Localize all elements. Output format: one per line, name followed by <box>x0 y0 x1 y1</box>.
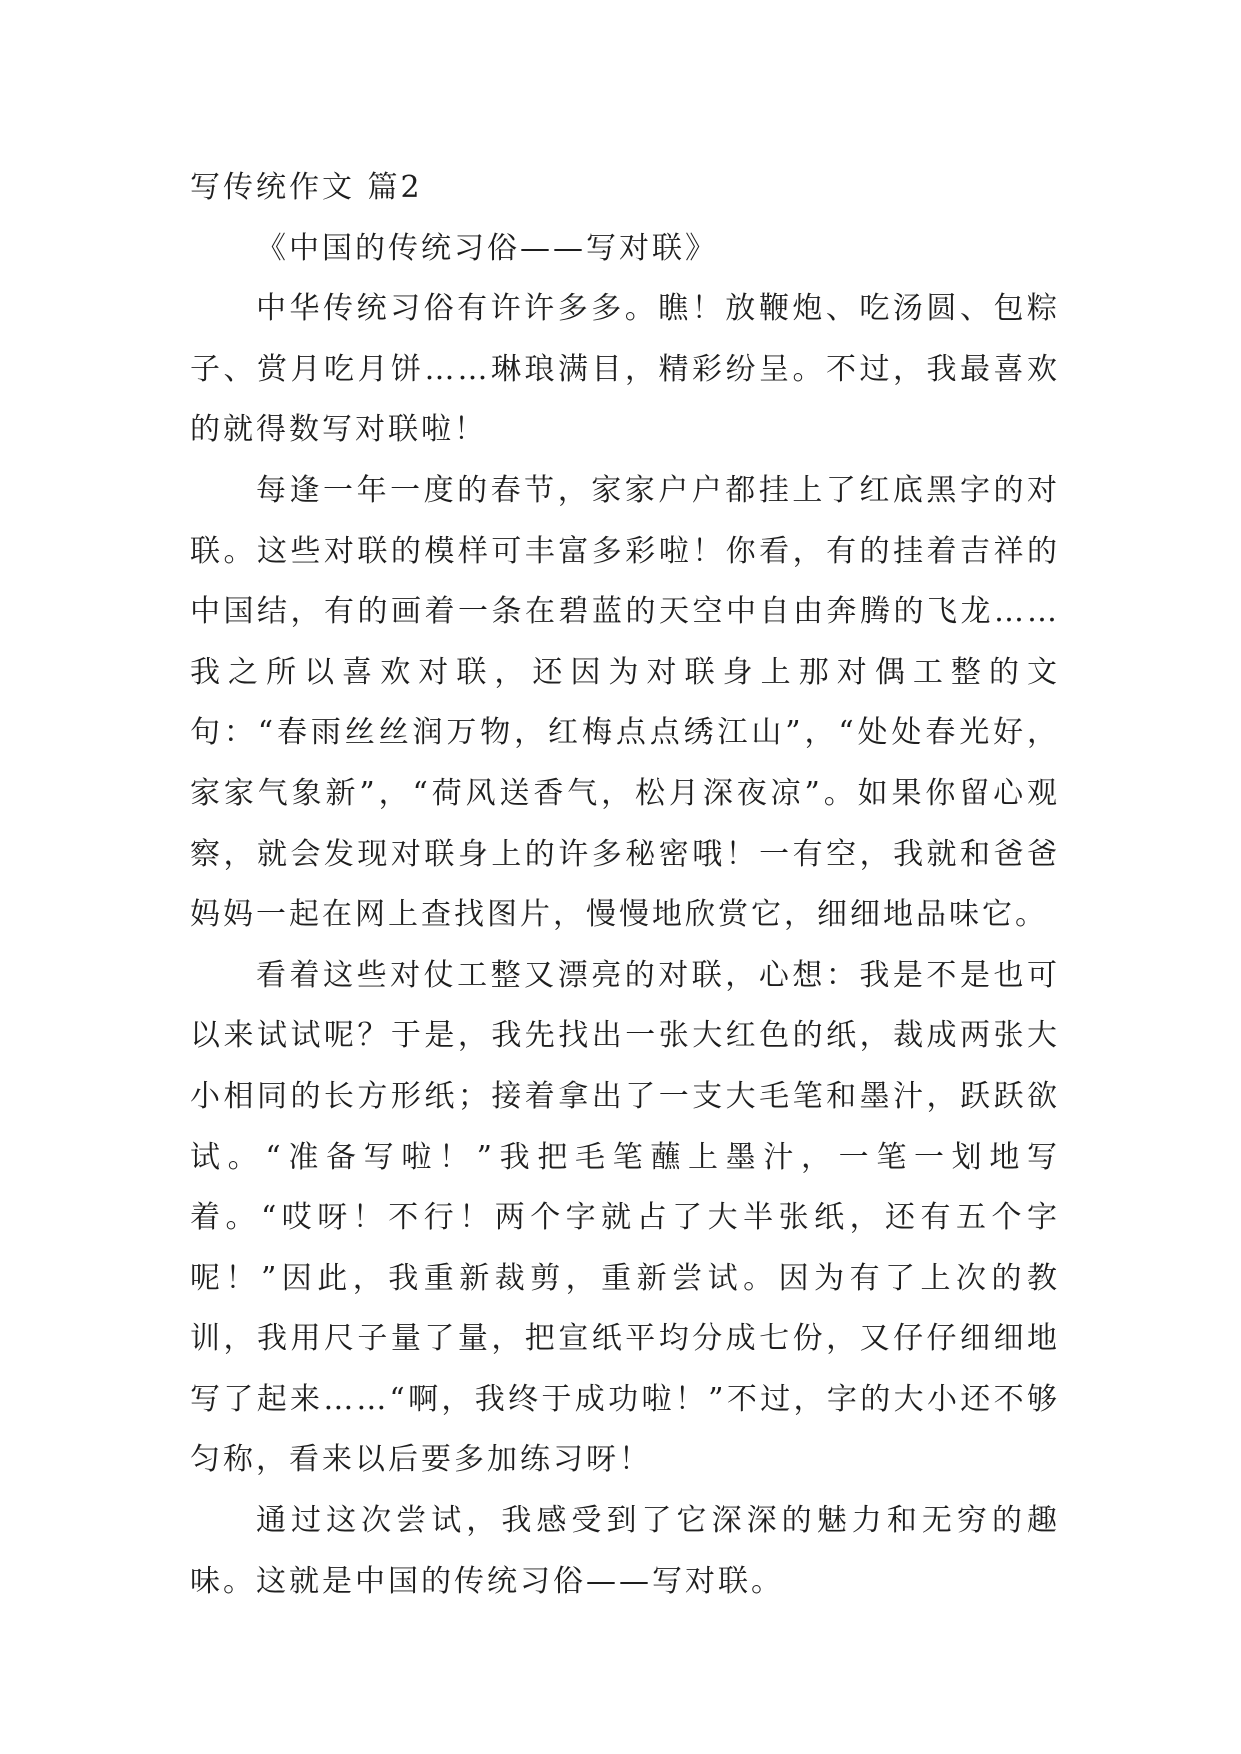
essay-body <box>190 158 1060 1612</box>
paragraph-2: 每逢一年一度的春节，家家户户都挂上了红底黑字的对联。这些对联的模样可丰富多彩啦！你看，有的挂着吉祥的中国结，有的画着一条在碧蓝的天空中自由奔腾的飞龙……我之所以喜欢对联，还因为对联身上那对偶工整的文句：“春雨丝丝润万物，红梅点点绣江山”，“处处春光好，家家气象新”，“荷风送香气，松月深夜凉”。如果你留心观察，就会发现对联身上的许多秘密哦！一有空，我就和爸爸妈妈一起在网上查找图片，慢慢地欣赏它，细细地品味它。 <box>190 472 1060 933</box>
essay-title: 《中国的传统习俗——写对联》 <box>256 230 718 266</box>
section-heading: 写传统作文 篇2 <box>190 170 423 205</box>
paragraph-1: 中华传统习俗有许许多多。瞧！放鞭炮、吃汤圆、包粽子、赏月吃月饼……琳琅满目，精彩纷呈。不过，我最喜欢的就得数写对联啦！ <box>190 291 1060 448</box>
paragraph-4: 通过这次尝试，我感受到了它深深的魅力和无穷的趣味。这就是中国的传统习俗——写对联。 <box>190 1503 1060 1599</box>
paragraph-3: 看着这些对仗工整又漂亮的对联，心想：我是不是也可以来试试呢？于是，我先找出一张大红色的纸，裁成两张大小相同的长方形纸；接着拿出了一支大毛笔和墨汁，跃跃欲试。“准备写啦！”我把毛笔蘸上墨汁，一笔一划地写着。“哎呀！不行！两个字就占了大半张纸，还有五个字呢！”因此，我重新裁剪，重新尝试。因为有了上次的教训，我用尺子量了量，把宣纸平均分成七份，又仔仔细细地写了起来……“啊，我终于成功啦！”不过，字的大小还不够匀称，看来以后要多加练习呀！ <box>190 957 1060 1478</box>
